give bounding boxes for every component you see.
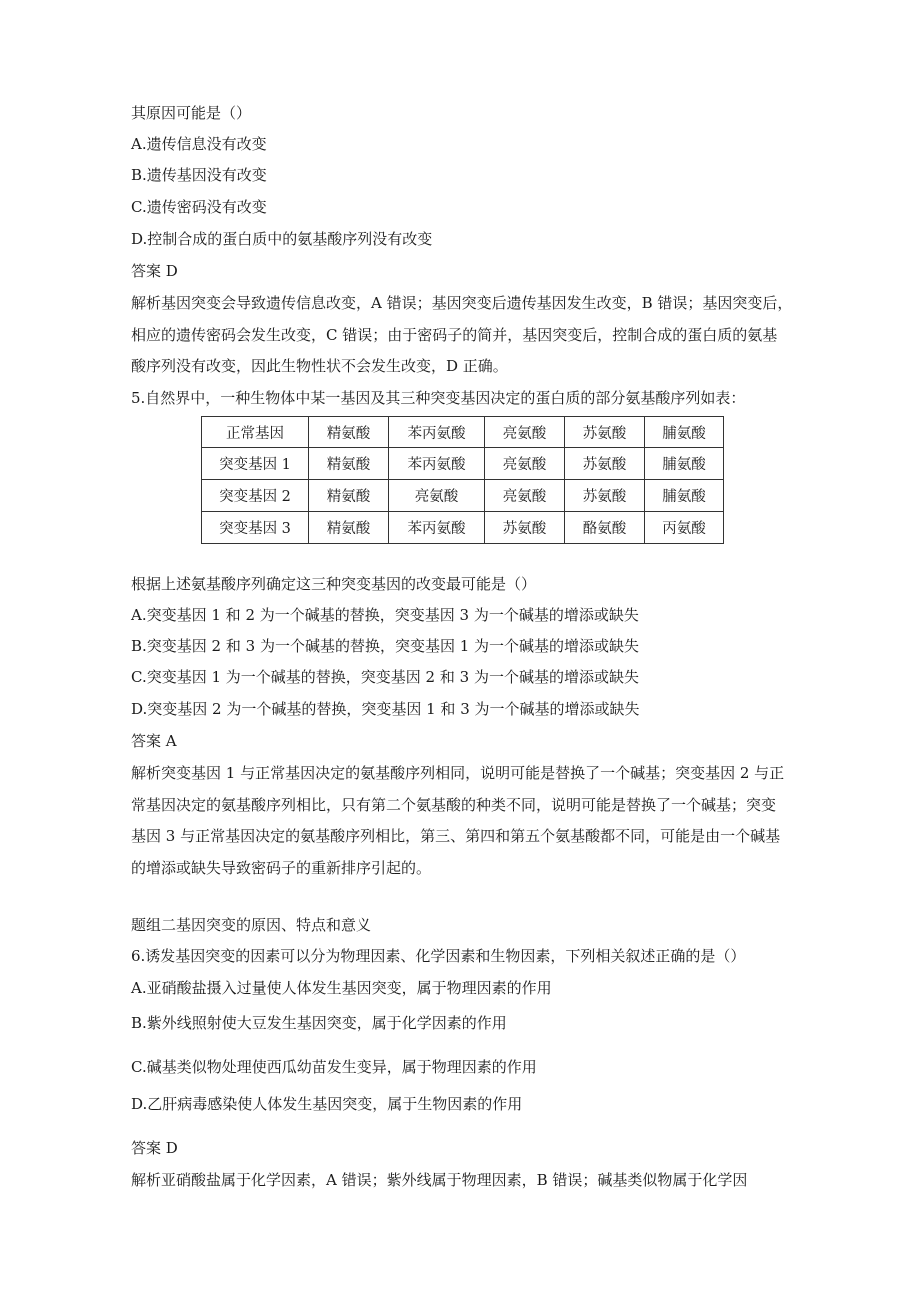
q5-analysis-line: 常基因决定的氨基酸序列相比，只有第二个氨基酸的种类不同，说明可能是替换了一个碱基；突变 [131, 795, 777, 814]
table-cell: 酪氨酸 [565, 512, 645, 544]
table-cell: 亮氨酸 [485, 480, 565, 512]
table-row [202, 480, 724, 512]
q4-option-b: B.遗传基因没有改变 [131, 166, 267, 184]
table-cell: 丙氨酸 [645, 512, 724, 544]
table-cell: 亮氨酸 [485, 417, 565, 448]
section-title: 题组二基因突变的原因、特点和意义 [131, 916, 372, 934]
q6-option-a: A.亚硝酸盐摄入过量使人体发生基因突变，属于物理因素的作用 [131, 979, 552, 997]
table-cell: 突变基因 1 [202, 448, 309, 480]
q4-analysis-line: 相应的遗传密码会发生改变，C 错误；由于密码子的简并，基因突变后，控制合成的蛋白质的氨基 [131, 325, 778, 344]
table-cell: 苏氨酸 [485, 512, 565, 544]
table-cell: 正常基因 [202, 417, 309, 448]
table-cell: 突变基因 2 [202, 480, 309, 512]
table-cell: 精氨酸 [309, 448, 389, 480]
q5-analysis-line: 的增添或缺失导致密码子的重新排序引起的。 [131, 858, 432, 877]
q5-stem: 5.自然界中，一种生物体中某一基因及其三种突变基因决定的蛋白质的部分氨基酸序列如表： [131, 389, 746, 407]
table-cell: 亮氨酸 [389, 480, 485, 512]
table-cell: 苏氨酸 [565, 448, 645, 480]
table-cell: 突变基因 3 [202, 512, 309, 544]
table-cell: 苯丙氨酸 [389, 417, 485, 448]
q5-analysis-line: 解析突变基因 1 与正常基因决定的氨基酸序列相同，说明可能是替换了一个碱基；突变基因 2 与正 [131, 764, 785, 782]
q4-option-d: D.控制合成的蛋白质中的氨基酸序列没有改变 [131, 230, 433, 248]
table-cell: 亮氨酸 [485, 448, 565, 480]
table-cell: 苏氨酸 [565, 480, 645, 512]
table-cell: 精氨酸 [309, 417, 389, 448]
q5-answer: 答案 A [131, 732, 177, 750]
table-cell: 精氨酸 [309, 512, 389, 544]
q4-analysis-line: 酸序列没有改变，因此生物性状不会发生改变，D 正确。 [131, 357, 508, 375]
table-cell: 苏氨酸 [565, 417, 645, 448]
table-cell: 苯丙氨酸 [389, 512, 485, 544]
table-cell: 精氨酸 [309, 480, 389, 512]
q6-option-c: C.碱基类似物处理使西瓜幼苗发生变异，属于物理因素的作用 [131, 1058, 537, 1076]
table-cell: 脯氨酸 [645, 480, 724, 512]
q6-analysis-line: 解析亚硝酸盐属于化学因素，A 错误；紫外线属于物理因素，B 错误；碱基类似物属于化学因 [131, 1171, 748, 1189]
q5-option-d: D.突变基因 2 为一个碱基的替换，突变基因 1 和 3 为一个碱基的增添或缺失 [131, 700, 640, 718]
q5-analysis-line: 基因 3 与正常基因决定的氨基酸序列相比，第三、第四和第五个氨基酸都不同，可能是由一个碱基 [131, 827, 781, 845]
q4-stem-tail: 其原因可能是（） [131, 104, 252, 122]
q6-stem: 6.诱发基因突变的因素可以分为物理因素、化学因素和生物因素，下列相关叙述正确的是（） [131, 947, 746, 965]
q5-option-b: B.突变基因 2 和 3 为一个碱基的替换，突变基因 1 为一个碱基的增添或缺失 [131, 637, 640, 655]
table-cell: 脯氨酸 [645, 417, 724, 448]
q5-option-c: C.突变基因 1 为一个碱基的替换，突变基因 2 和 3 为一个碱基的增添或缺失 [131, 668, 639, 686]
q5-question: 根据上述氨基酸序列确定这三种突变基因的改变最可能是（） [131, 575, 537, 593]
amino-acid-table [201, 416, 724, 544]
q6-option-d: D.乙肝病毒感染使人体发生基因突变，属于生物因素的作用 [131, 1095, 523, 1113]
table-row [202, 512, 724, 544]
q6-answer: 答案 D [131, 1139, 178, 1157]
q4-analysis [131, 293, 791, 388]
q6-option-b: B.紫外线照射使大豆发生基因突变，属于化学因素的作用 [131, 1014, 507, 1032]
q4-analysis-line: 解析基因突变会导致遗传信息改变，A 错误；基因突变后遗传基因发生改变，B 错误；基因突变后， [131, 294, 793, 312]
table-row [202, 448, 724, 480]
q4-option-a: A.遗传信息没有改变 [131, 135, 267, 153]
q4-option-c: C.遗传密码没有改变 [131, 198, 267, 216]
table-cell: 苯丙氨酸 [389, 448, 485, 480]
q5-analysis [131, 763, 791, 889]
table-row [202, 417, 724, 448]
q4-answer: 答案 D [131, 262, 178, 280]
q5-option-a: A.突变基因 1 和 2 为一个碱基的替换，突变基因 3 为一个碱基的增添或缺失 [131, 606, 639, 624]
table-cell: 脯氨酸 [645, 448, 724, 480]
